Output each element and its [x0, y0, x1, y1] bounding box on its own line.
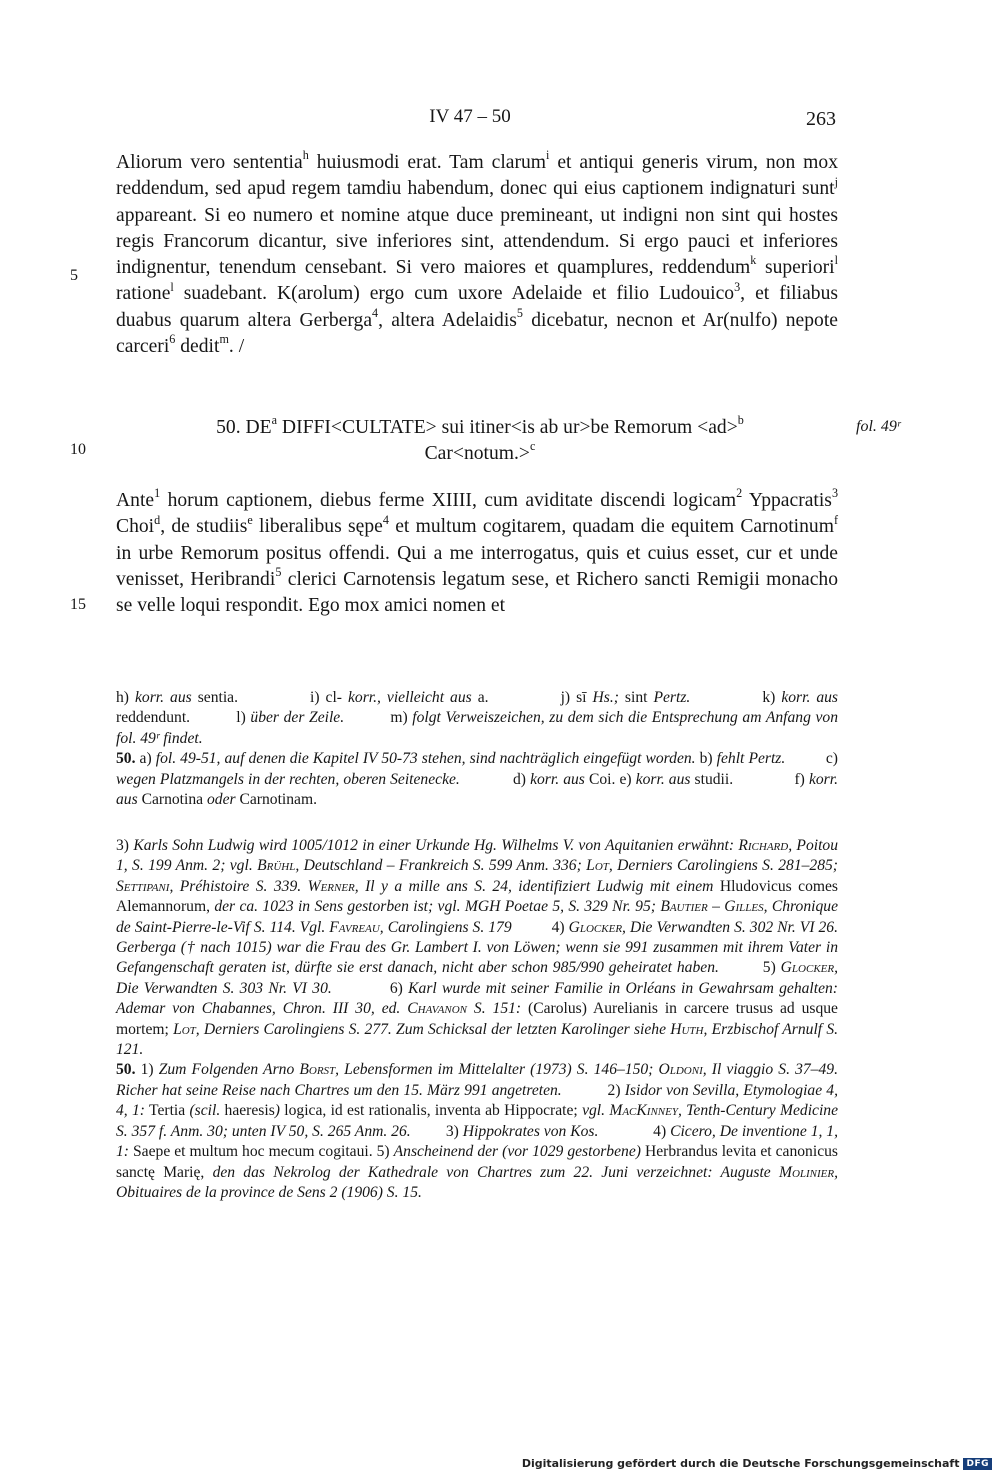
commentary-notes	[116, 836, 838, 1203]
page-header	[0, 106, 1000, 136]
commentary-note-50: 50. 1) Zum Folgenden Arno Borst, Lebensformen im Mittelalter (1973) S. 146–150; Oldoni, Il viaggio S. 37–49. Richer hat seine Reise nach Chartres um den 15. März 991 angetreten. 2) Isidor von Sevilla, Etymologiae 4, 4, 1: Tertia (scil. haeresis) logica, id est rationalis, inventa ab Hippocrate; vgl. MacKinney, Tenth-Century Medicine S. 357 f. Anm. 30; unten IV 50, S. 265 Anm. 26. 3) Hippokrates von Kos. 4) Cicero, De inventione 1, 1, 1: Saepe et multum hoc mecum cogitaui. 5) Anscheinend der (vor 1029 gestorbene) Herbrandus levita et canonicus sanctę Marię, den das Nekrolog der Kathedrale von Chartres zum 22. Juni verzeichnet: Auguste Molinier, Obituaires de la province de Sens 2 (1906) S. 15.	[116, 1061, 839, 1201]
line-number-5: 5	[70, 267, 78, 284]
line-number-10: 10	[70, 441, 86, 458]
chapter-heading	[160, 415, 800, 467]
chapter-heading-line-2: Car<notum.>$^c$	[424, 439, 536, 464]
textual-apparatus	[116, 688, 838, 810]
paragraph: Aliorum vero sententia$^h$ huiusmodi erat. Tam clarum$^i$ et antiqui generis virum, non mox reddendum, sed apud regem tamdiu habendum, donec qui eius captionem indignaturi sunt$^j$ appareant. Si eo numero et nomine atque duce premineant, ut indigni non sint qui hostes regis Francorum dicantur, sive inferiores sint, attendendum. Si ergo pauci et inferiores indignentur, tenendum censebant. Si vero maiores et quamplures, reddendum$^k$ superiori$^l$ ratione$^l$ suadebant. K(arolum) ergo cum uxore Adelaide et filio Ludouico$^3$, et filiabus duabus quarum altera Gerberga$^4$, altera Adelaidis$^5$ dicebatur, necnon et Ar(nulfo) nepote carceri$^6$ dedit$^m$. /	[116, 148, 838, 358]
dfg-logo-icon: DFG	[963, 1458, 992, 1470]
section-49-text	[116, 150, 838, 360]
page-number: 263	[806, 108, 836, 130]
running-head: IV 47 – 50	[429, 106, 511, 127]
textual-note-50: 50. a) fol. 49-51, auf denen die Kapitel IV 50-73 stehen, sind nachträglich eingefügt worden. b) fehlt Pertz. c) wegen Platzmangels in der rechten, oberen Seitenecke. d) korr. aus Coi. e) korr. aus studii. f) korr. aus Carnotina oder Carnotinam.	[116, 750, 838, 809]
chapter-50-text	[116, 488, 838, 619]
paragraph: Ante$^1$ horum captionem, diebus ferme XIIII, cum aviditate discendi logicam$^2$ Yppacratis$^3$ Choi$^d$, de studiis$^e$ liberalibus sępe$^4$ et multum cogitarem, quadam die equitem Carnotinum$^f$ in urbe Remorum positus offendi. Qui a me interrogatus, quis et cuius esset, cur et unde venisset, Heribrandi$^5$ clerici Carnotensis legatum sese, et Richero sancti Remigii monacho se velle loqui respondit. Ego mox amici nomen et	[116, 486, 839, 617]
textual-note-49: h) korr. aus sentia. i) cl- korr., vielleicht aus a. j) sī Hs.; sint Pertz. k) korr. aus reddendunt. l) über der Zeile. m) folgt Verweiszeichen, zu dem sich die Entsprechung am Anfang von fol. 49ʳ findet.	[116, 689, 839, 747]
folio-margin-note: fol. 49ʳ	[856, 418, 901, 435]
commentary-note-49: 3) Karls Sohn Ludwig wird 1005/1012 in einer Urkunde Hg. Wilhelms V. von Aquitanien erwähnt: Richard, Poitou 1, S. 199 Anm. 2; vgl. Brühl, Deutschland – Frankreich S. 599 Anm. 336; Lot, Derniers Carolingiens S. 281–285; Settipani, Préhistoire S. 339. Werner, Il y a mille ans S. 24, identifiziert Ludwig mit einem Hludovicus comes Alemannorum, der ca. 1023 in Sens gestorben ist; vgl. MGH Poetae 5, S. 329 Nr. 95; Bautier – Gilles, Chronique de Saint-Pierre-le-Vif S. 114. Vgl. Favreau, Carolingiens S. 179 4) Glocker, Die Verwandten S. 302 Nr. VI 26. Gerberga († nach 1015) war die Frau des Gr. Lambert I. von Löwen; wenn sie 991 zusammen mit ihrem Vater in Gefangenschaft geraten ist, dürfte sie erst danach, nicht aber schon 985/990 geheiratet haben. 5) Glocker, Die Verwandten S. 303 Nr. VI 30. 6) Karl wurde mit seiner Familie in Orléans in Gewahrsam gehalten: Ademar von Chabannes, Chron. III 30, ed. Chavanon S. 151: (Carolus) Aurelianis in carcere trusus ad usque mortem; Lot, Derniers Carolingiens S. 277. Zum Schicksal der letzten Karolinger siehe Huth, Erzbischof Arnulf S. 121.	[116, 837, 839, 1059]
chapter-heading-line-1: 50. $DE^a$ DIFFI<CULTATE> sui itiner<is ab ur>be Remorum <ad>$^b$	[216, 413, 744, 438]
funding-credit	[522, 1457, 992, 1470]
funding-credit-text: Digitalisierung gefördert durch die Deutsche Forschungsgemeinschaft	[521, 1457, 960, 1470]
line-number-15: 15	[70, 596, 86, 613]
